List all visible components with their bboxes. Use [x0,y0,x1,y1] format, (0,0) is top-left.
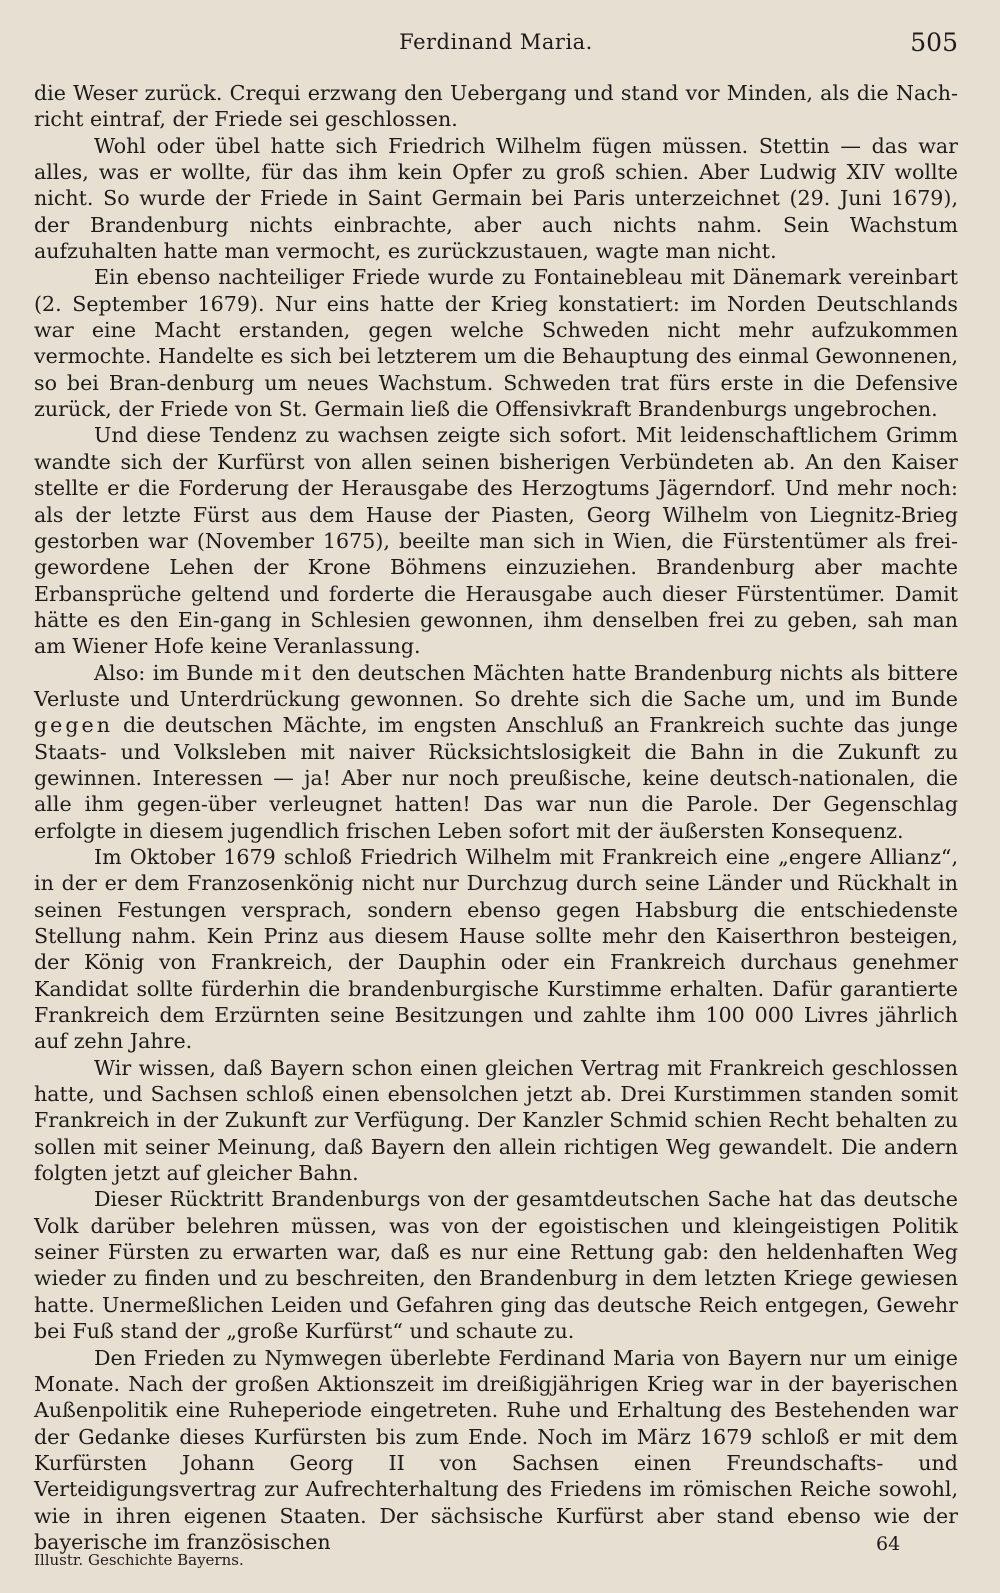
page-footer [34,1533,958,1573]
paragraph-bayern-vertrag: Wir wissen, daß Bayern schon einen gleichen Vertrag mit Frankreich geschlossen hatte, und Sachsen schloß einen ebensolchen jetzt ab. Drei Kurstimmen standen somit Frankreich in der Zukunft zur Verfügung. Der Kanzler Schmid schien Recht behalten zu sollen mit seiner Meinung, daß Bayern den allein richtigen Weg gewandelt. Die andern folgten jetzt auf gleicher Bahn. [34,1055,958,1186]
page-number: 505 [910,28,958,57]
emphasis-mit: mit [260,660,305,685]
emphasis-gegen: gegen [34,713,114,738]
page-header [34,30,958,62]
signature-mark: Illustr. Geschichte Bayerns. [34,1551,244,1569]
paragraph-fontainebleau: Ein ebenso nachteiliger Friede wurde zu Fontainebleau mit Dänemark vereinbart (2. September 1679). Nur eins hatte der Krieg konstatiert: im Norden Deutschlands war eine Macht erstanden, gegen welche Schweden nicht mehr aufzukommen vermochte. Handelte es sich bei letzterem um die Behauptung des einmal Gewonnenen, so bei Bran-denburg um neues Wachstum. Schweden trat fürs erste in die Defensive zurück, der Friede von St. Germain ließ die Offensivkraft Brandenburgs ungebrochen. [34,265,958,422]
paragraph-also-part3: die deutschen Mächte, im engsten Anschluß an Frankreich suchte das junge Staats- und Volksleben mit naiver Rücksichtslosigkeit die Bahn in die Zukunft zu gewinnen. Interessen — ja! Aber nur noch preußische, keine deutsch-nationalen, die alle ihm gegen-über verleugnet hatten! Das war nun die Parole. Der Gegenschlag erfolgte in diesem jugendlich frischen Leben sofort mit der äußersten Konsequenz. [34,713,958,843]
paragraph-stettin: Wohl oder übel hatte sich Friedrich Wilhelm fügen müssen. Stettin — das war alles, was er wollte, für das ihm kein Opfer zu groß schien. Aber Ludwig XIV wollte nicht. So wurde der Friede in Saint Germain bei Paris unterzeichnet (29. Juni 1679), der Brandenburg nichts einbrachte, aber auch nichts nahm. Sein Wachstum aufzuhalten hatte man vermocht, es zurückzustauen, wagte man nicht. [34,133,958,264]
paragraph-oktober-1679: Im Oktober 1679 schloß Friedrich Wilhelm mit Frankreich eine „engere Allianz“, in der er dem Franzosenkönig nicht nur Durchzug durch seine Länder und Rückhalt in seinen Festungen versprach, sondern ebenso gegen Habsburg die entschiedenste Stellung nahm. Kein Prinz aus diesem Hause sollte mehr den Kaiserthron besteigen, der König von Frankreich, der Dauphin oder ein Frankreich durchaus genehmer Kandidat sollte fürderhin die brandenburgische Kurstimme erhalten. Dafür garantierte Frankreich dem Erzürnten seine Besitzungen und zahlte ihm 100 000 Livres jährlich auf zehn Jahre. [34,844,958,1054]
paragraph-weser: die Weser zurück. Crequi erzwang den Uebergang und stand vor Minden, als die Nach-richt eintraf, der Friede sei geschlossen. [34,81,958,132]
paragraph-also-part2: den deutschen Mächten hatte Brandenburg nichts als bittere Verluste und Unterdrückung gewonnen. So drehte sich die Sache um, und im Bunde [34,660,959,711]
body-text [34,80,958,1555]
paragraph-tendenz: Und diese Tendenz zu wachsen zeigte sich sofort. Mit leidenschaftlichem Grimm wandte sich der Kurfürst von allen seinen bisherigen Verbündeten ab. An den Kaiser stellte er die Forderung der Herausgabe des Herzogtums Jägerndorf. Und mehr noch: als der letzte Fürst aus dem Hause der Piasten, Georg Wilhelm von Liegnitz-Brieg gestorben war (November 1675), beeilte man sich in Wien, die Fürstentümer als frei-gewordene Lehen der Krone Böhmens einzuziehen. Brandenburg aber machte Erbansprüche geltend und forderte die Herausgabe auch dieser Fürstentümer. Damit hätte es den Ein-gang in Schlesien gewonnen, ihm denselben frei zu geben, sah man am Wiener Hofe keine Veranlassung. [34,423,958,659]
paragraph-ruecktritt: Dieser Rücktritt Brandenburgs von der gesamtdeutschen Sache hat das deutsche Volk darüber belehren müssen, was von der egoistischen und kleingeistigen Politik seiner Fürsten zu erwarten war, daß es nur eine Rettung gab: den heldenhaften Weg wieder zu finden und zu beschreiten, den Brandenburg in dem letzten Kriege gewiesen hatte. Unermeßlichen Leiden und Gefahren ging das deutsche Reich entgegen, Gewehr bei Fuß stand der „große Kurfürst“ und schaute zu. [34,1187,958,1344]
paragraph-also [34,660,958,844]
sheet-number: 64 [876,1533,901,1555]
running-title: Ferdinand Maria. [399,30,593,54]
paragraph-also-part1: Also: im Bunde [94,660,254,685]
paragraph-nymwegen: Den Frieden zu Nymwegen überlebte Ferdinand Maria von Bayern nur um einige Monate. Nach der großen Aktionszeit im dreißigjährigen Krieg war in der bayerischen Außenpolitik eine Ruheperiode eingetreten. Ruhe und Erhaltung des Bestehenden war der Gedanke dieses Kurfürsten bis zum Ende. Noch im März 1679 schloß er mit dem Kurfürsten Johann Georg II von Sachsen einen Freundschafts- und Verteidigungsvertrag zur Aufrechterhaltung des Friedens im römischen Reiche sowohl, wie in ihren eigenen Staaten. Der sächsische Kurfürst aber stand ebenso wie der bayerische im französischen [34,1345,958,1554]
